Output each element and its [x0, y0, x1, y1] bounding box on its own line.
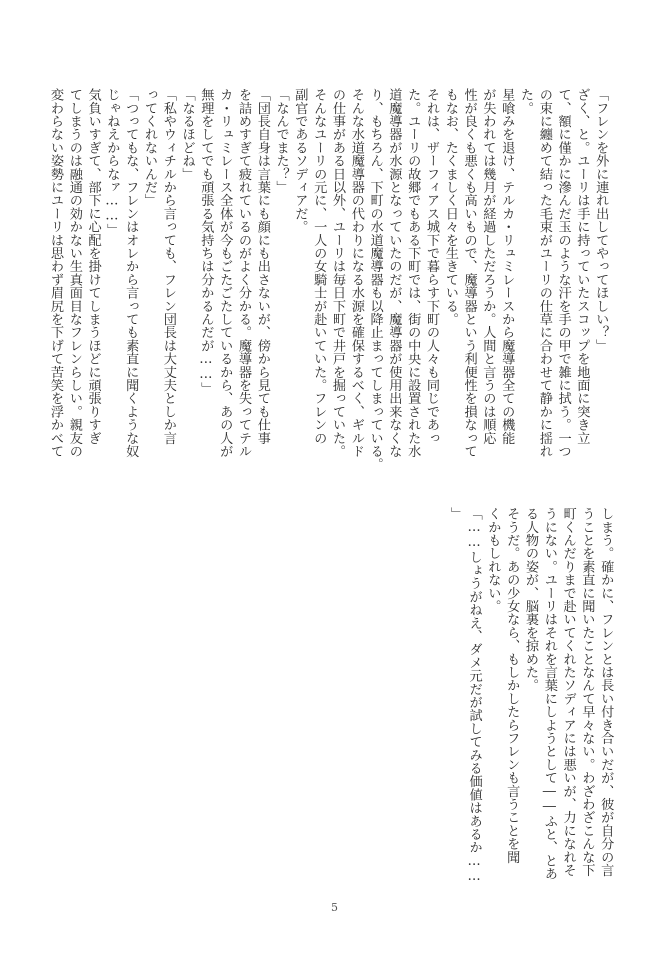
text-line: 「私やウィチルから言っても、フレン団長は大丈夫としか言 [160, 88, 176, 445]
text-line: くかもしれない。 [485, 507, 501, 613]
text-line: を詰めすぎて疲れているのがよく分かる。魔導器を失ってテル [236, 88, 251, 458]
text-line: ざく、と。ユーリは手に持っていたスコップを地面に突き立 [574, 88, 590, 445]
page-number: 5 [331, 901, 338, 914]
text-line: もなお、たくましく日々を生きている。 [442, 88, 458, 326]
text-line: じゃねえからなァ……」 [104, 88, 120, 237]
text-line: うことを素直に聞いたことなんて早々ない。わざわざこんな下 [579, 507, 595, 877]
text-line: ってくれないんだ」 [142, 88, 157, 207]
text-line: 「なんでまた？」 [273, 88, 289, 194]
text-line: 性が良くも悪くも高いもので、魔導器という利便性を損なって [461, 88, 477, 458]
text-line: が失われては幾月が経過しただろうか。人間と言うのは順応 [480, 88, 496, 445]
text-line: そうだ。あの少女なら、もしかしたらフレンも言うことを聞 [504, 507, 520, 864]
text-line: てしまうのは融通の効かない生真面目なフレンらしい。親友の [66, 88, 82, 458]
text-line: 町くんだりまで赴いてくれたソディアには悪いが、力になれそ [560, 507, 576, 877]
text-line: て、額に僅かに滲んだ玉のような汗を手の甲で雑に拭う。一つ [555, 88, 571, 458]
text-line: 変わらない姿勢にユーリは思わず眉尻を下げて苦笑を浮かべて [48, 88, 63, 458]
text-line: 星喰みを退け、テルカ・リュミレースから魔導器全ての機能 [499, 88, 515, 445]
text-line: 「……しょうがねえ、ダメ元だが試してみる価値はあるか…… [466, 507, 482, 884]
text-line: た。ユーリの故郷でもある下町では、街の中央に設置された水 [405, 88, 421, 458]
text-line: た。 [518, 88, 533, 115]
text-line: 「団長自身は言葉にも顔にも出さないが、傍から見ても仕事 [254, 88, 270, 445]
text-line: の仕事がある日以外、ユーリは毎日下町で井戸を掘っていた。 [330, 88, 345, 458]
text-line: 「つってもな、フレンはオレから言っても素直に聞くような奴 [123, 88, 139, 458]
text-line: しまう。確かに、フレンとは長い付き合いだが、彼が自分の言 [598, 507, 614, 877]
text-line: 道魔導器が水源となっていたのだが、魔導器が使用出来なくな [386, 88, 402, 458]
text-line: そんな水道魔導器の代わりになる水源を確保するべく、ギルド [348, 88, 364, 458]
text-line: 「フレンを外に連れ出してやってほしい？」 [593, 88, 609, 352]
text-line: 「なるほどね」 [179, 88, 195, 181]
text-line: 」 [447, 507, 463, 521]
text-line: 副官であるソディアだ。 [292, 88, 308, 234]
text-line: の束に纏めて結った毛束がユーリの仕草に合わせて静かに揺れ [536, 88, 552, 458]
text-line: カ・リュミレース全体が今もごたごたしているから、あの人が [217, 88, 233, 458]
text-line: うにない。ユーリはそれを言葉にしようとして――ふと、とあ [541, 507, 557, 881]
text-line: 気負いすぎて、部下に心配を掛けてしまうほどに頑張りすぎ [85, 88, 101, 445]
text-line: る人物の姿が、脳裏を掠めた。 [523, 507, 538, 692]
text-line: り、もちろん、下町の水道魔導器も以降止まってしまっている。 [367, 88, 383, 471]
text-line: それは、ザーフィアス城下で暮らす下町の人々も同じであっ [424, 88, 439, 445]
text-line: 無理をしてでも頑張る気持ちは分かるんだが……」 [198, 88, 214, 396]
text-line: そんなユーリの元に、一人の女騎士が赴いていた。フレンの [311, 88, 327, 445]
